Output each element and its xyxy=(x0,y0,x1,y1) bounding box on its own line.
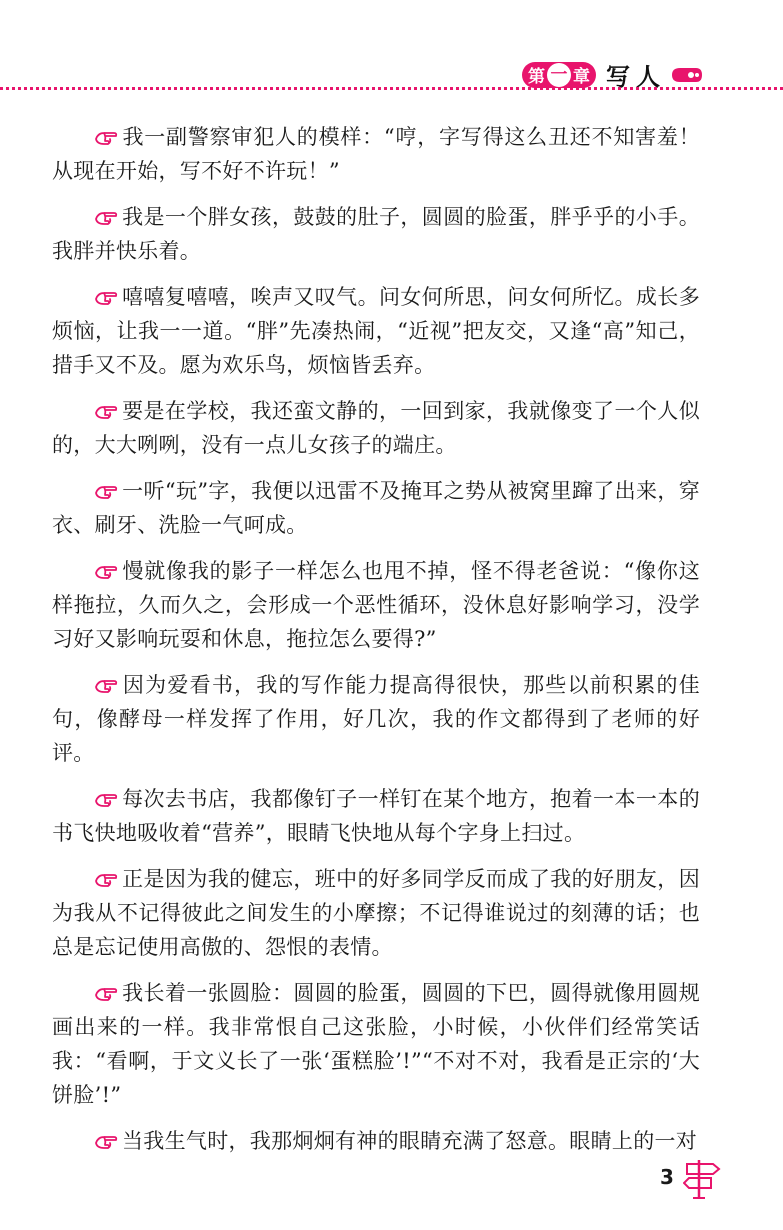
chapter-title: 写人 xyxy=(606,63,666,91)
paragraph xyxy=(52,862,700,964)
paragraph xyxy=(52,474,700,542)
pointing-hand-icon xyxy=(94,792,118,808)
paragraph xyxy=(52,394,700,462)
page-body xyxy=(52,120,700,1170)
pointing-hand-icon xyxy=(94,130,118,146)
pointing-hand-icon xyxy=(94,1134,118,1150)
paragraph-text: 慢就像我的影子一样怎么也甩不掉，怪不得老爸说：“像你这样拖拉，久而久之，会形成一个恶性循环，没休息好影响学习，没学习好又影响玩耍和休息，拖拉怎么要得?” xyxy=(52,559,700,651)
paragraph xyxy=(52,976,700,1112)
paragraph-text: 我是一个胖女孩，鼓鼓的肚子，圆圆的脸蛋，胖乎乎的小手。我胖并快乐着。 xyxy=(52,205,700,263)
paragraph-text: 正是因为我的健忘，班中的好多同学反而成了我的好朋友，因为我从不记得彼此之间发生的小摩擦；不记得谁说过的刻薄的话；也总是忘记使用高傲的、怨恨的表情。 xyxy=(52,867,700,959)
pointing-hand-icon xyxy=(94,404,118,420)
paragraph-text: 每次去书店，我都像钉子一样钉在某个地方，抱着一本一本的书飞快地吸收着“营养”，眼睛飞快地从每个字身上扫过。 xyxy=(52,787,700,845)
paragraph xyxy=(52,782,700,850)
paragraph xyxy=(52,1124,700,1158)
paragraph-text: 我一副警察审犯人的模样：“哼，字写得这么丑还不知害羞！从现在开始，写不好不许玩！” xyxy=(52,125,700,183)
chapter-number: 一 xyxy=(547,63,571,87)
paragraph-text: 一听“玩”字，我便以迅雷不及掩耳之势从被窝里蹿了出来，穿衣、刷牙、洗脸一气呵成。 xyxy=(52,479,700,537)
page-number: 3 xyxy=(660,1165,674,1189)
paragraph-text: 我长着一张圆脸：圆圆的脸蛋，圆圆的下巴，圆得就像用圆规画出来的一样。我非常恨自己这张脸，小时候，小伙伴们经常笑话我：“看啊，于文义长了一张‘蛋糕脸’!”“不对不对，我看是正宗的‘大饼脸’!” xyxy=(52,981,700,1107)
paragraph xyxy=(52,668,700,770)
header-dotted-rule xyxy=(0,87,783,90)
paragraph xyxy=(52,280,700,382)
pointing-hand-icon xyxy=(94,564,118,580)
pointing-hand-icon xyxy=(94,986,118,1002)
paragraph xyxy=(52,554,700,656)
paragraph-text: 当我生气时，我那炯炯有神的眼睛充满了怒意。眼睛上的一对 xyxy=(122,1129,698,1153)
paragraph-text: 嘻嘻复嘻嘻，唉声又叹气。问女何所思，问女何所忆。成长多烦恼，让我一一道。“胖”先凑热闹，“近视”把友交，又逢“高”知己，措手又不及。愿为欢乐鸟，烦恼皆丢弃。 xyxy=(52,285,700,377)
pink-pill-icon xyxy=(670,64,704,86)
pointing-hand-icon xyxy=(94,484,118,500)
paragraph xyxy=(52,120,700,188)
pointing-hand-icon xyxy=(94,210,118,226)
page-header xyxy=(0,0,783,100)
chapter-suffix: 章 xyxy=(573,67,590,87)
paragraph xyxy=(52,200,700,268)
pointing-hand-icon xyxy=(94,872,118,888)
paragraph-text: 要是在学校，我还蛮文静的，一回到家，我就像变了一个人似的，大大咧咧，没有一点儿女孩子的端庄。 xyxy=(52,399,700,457)
chapter-prefix: 第 xyxy=(528,67,545,87)
pointing-hand-icon xyxy=(94,290,118,306)
signpost-icon xyxy=(683,1156,725,1200)
chapter-badge xyxy=(522,62,596,88)
pointing-hand-icon xyxy=(94,678,118,694)
paragraph-text: 因为爱看书，我的写作能力提高得很快，那些以前积累的佳句，像酵母一样发挥了作用，好几次，我的作文都得到了老师的好评。 xyxy=(52,673,700,765)
